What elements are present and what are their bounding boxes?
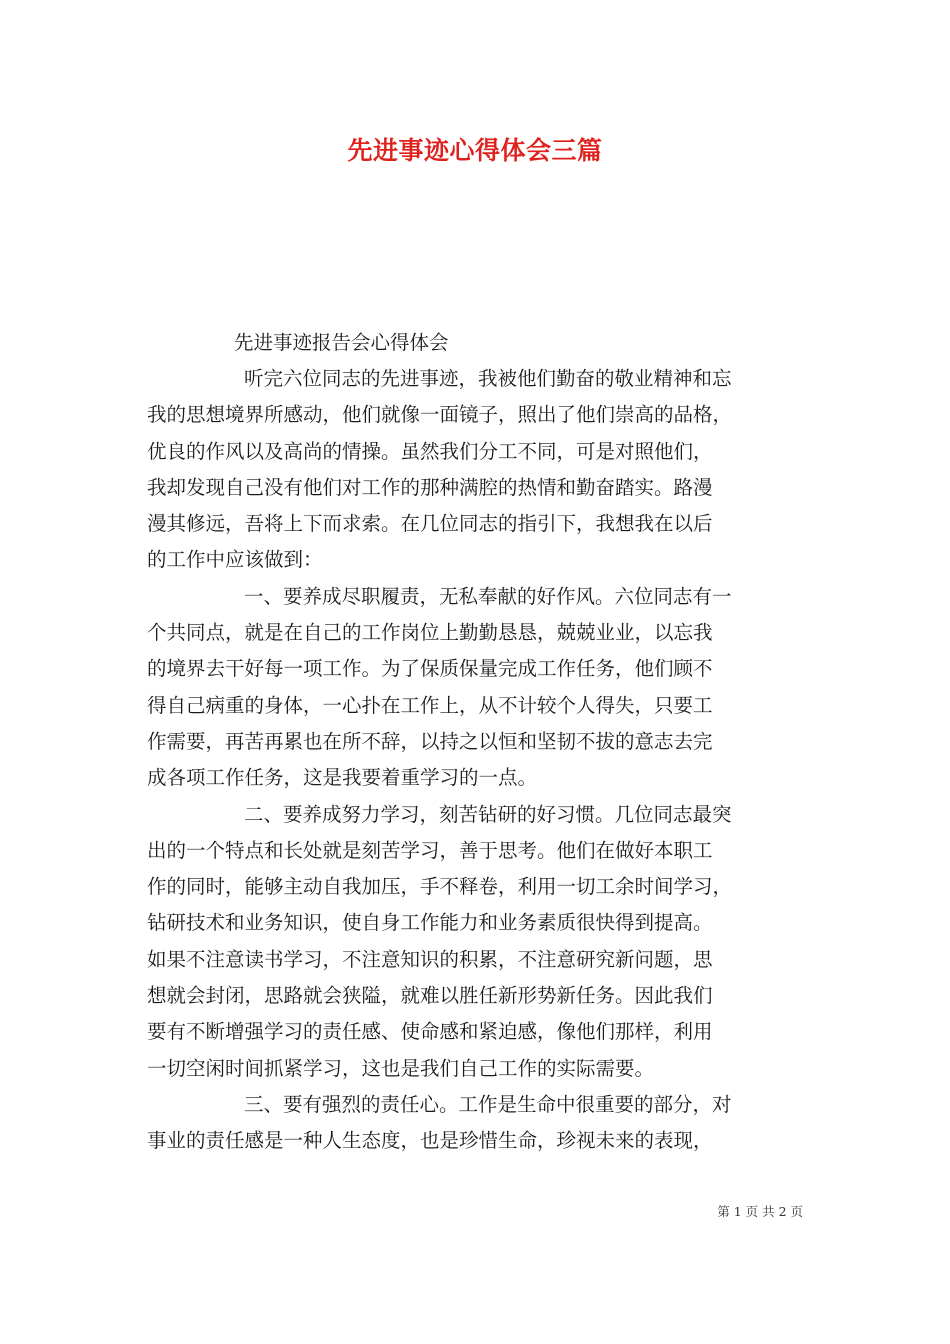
- text-line: 漫其修远，吾将上下而求索。在几位同志的指引下，我想我在以后: [147, 512, 713, 536]
- text-line: 个共同点，就是在自己的工作岗位上勤勤恳恳，兢兢业业，以忘我: [147, 621, 713, 645]
- text-line: 想就会封闭，思路就会狭隘，就难以胜任新形势新任务。因此我们: [147, 984, 713, 1008]
- text-line: 的工作中应该做到：: [147, 548, 323, 572]
- text-line: 作需要，再苦再累也在所不辞，以持之以恒和坚韧不拔的意志去完: [147, 729, 713, 753]
- text-line: 我却发现自己没有他们对工作的那种满腔的热情和勤奋踏实。路漫: [147, 475, 713, 499]
- text-line: 成各项工作任务，这是我要着重学习的一点。: [147, 766, 538, 790]
- text-line: 钻研技术和业务知识，使自身工作能力和业务素质很快得到提高。: [147, 911, 713, 935]
- text-line: 一、要养成尽职履责，无私奉献的好作风。六位同志有一: [244, 584, 732, 608]
- document-title: 先进事迹心得体会三篇: [347, 136, 603, 165]
- text-line: 听完六位同志的先进事迹，我被他们勤奋的敬业精神和忘: [244, 367, 732, 390]
- text-line: 我的思想境界所感动，他们就像一面镜子，照出了他们崇高的品格，: [147, 403, 733, 427]
- body-text: [147, 361, 827, 1160]
- text-line: 一切空闲时间抓紧学习，这也是我们自己工作的实际需要。: [147, 1056, 655, 1080]
- text-line: 三、要有强烈的责任心。工作是生命中很重要的部分，对: [244, 1092, 732, 1116]
- text-line: 要有不断增强学习的责任感、使命感和紧迫感，像他们那样，利用: [147, 1020, 713, 1044]
- text-line: 优良的作风以及高尚的情操。虽然我们分工不同，可是对照他们，: [147, 439, 713, 463]
- text-line: 作的同时，能够主动自我加压，手不释卷，利用一切工余时间学习，: [147, 875, 733, 899]
- page-footer: 第 1 页 共 2 页: [717, 1204, 803, 1219]
- text-line: 出的一个特点和长处就是刻苦学习，善于思考。他们在做好本职工: [147, 838, 713, 862]
- text-line: 二、要养成努力学习，刻苦钻研的好习惯。几位同志最突: [244, 802, 732, 826]
- text-line: 得自己病重的身体，一心扑在工作上，从不计较个人得失，只要工: [147, 693, 713, 717]
- section-subtitle: 先进事迹报告会心得体会: [234, 331, 449, 354]
- text-line: 如果不注意读书学习，不注意知识的积累，不注意研究新问题，思: [147, 947, 713, 971]
- text-line: 的境界去干好每一项工作。为了保质保量完成工作任务，他们顾不: [147, 657, 713, 681]
- text-line: 事业的责任感是一种人生态度，也是珍惜生命，珍视未来的表现，: [147, 1129, 713, 1153]
